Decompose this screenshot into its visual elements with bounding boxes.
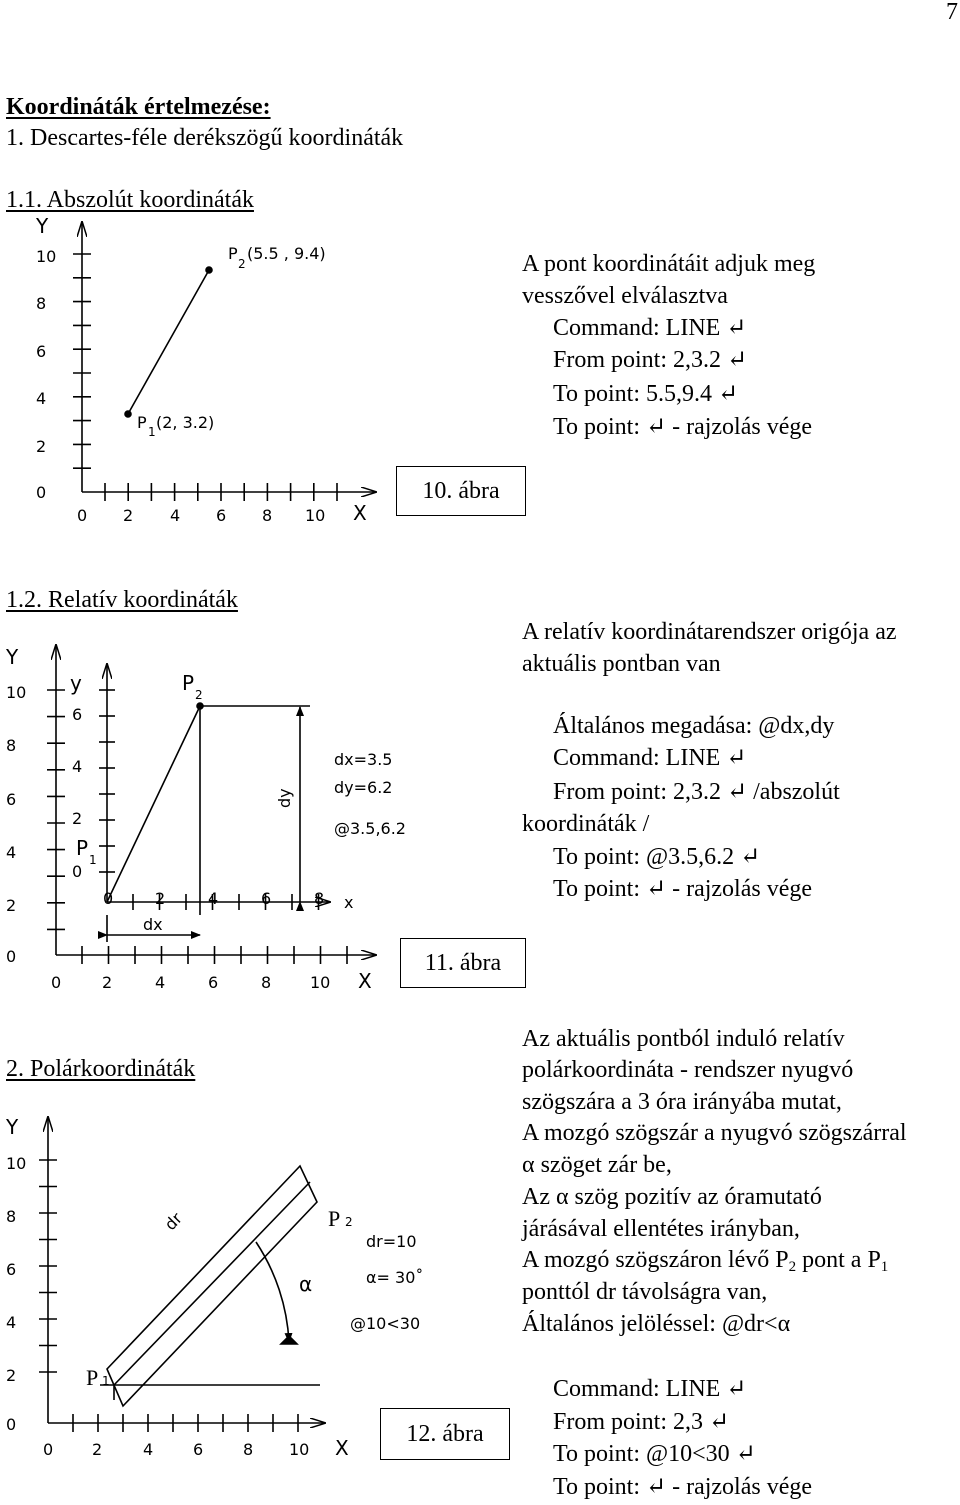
fig11-y-axis-label: y (70, 671, 82, 695)
fig12-text-line: ponttól dr távolságra van, (522, 1279, 768, 1305)
fig12-y-tick: 4 (6, 1313, 17, 1332)
fig10-command-line: From point: 2,3.2 ↵ (553, 347, 748, 373)
fig11-Y-tick: 6 (6, 790, 17, 809)
fig12-angle-arrow-head (281, 1336, 297, 1344)
subsection-1-2-title: 1.2. Relatív koordináták (6, 587, 238, 613)
fig10-y-tick: 8 (36, 294, 47, 313)
fig12-x-tick: 4 (143, 1440, 154, 1459)
fig12-text-line: A mozgó szögszáron lévő $P_2$ pont a $P_1$ (522, 1247, 889, 1275)
fig12-caption: 12. ábra (380, 1408, 510, 1460)
fig12-p2-label: P (328, 1206, 341, 1231)
fig10-y-axis-label: Y (36, 214, 49, 238)
fig12-command-line: To point: ↵ - rajzolás vége (553, 1474, 813, 1500)
fig12-x-tick: 2 (92, 1440, 103, 1459)
fig10-caption: 10. ábra (396, 466, 526, 516)
fig10-y-tick: 2 (36, 437, 47, 456)
fig12-y-tick: 6 (6, 1260, 17, 1279)
fig11-X-tick: 8 (261, 973, 272, 992)
fig10-x-tick: 0 (77, 506, 88, 525)
fig12-text-line: Az aktuális pontból induló relatív (522, 1026, 845, 1052)
fig11-diagram (47, 645, 376, 964)
fig10-command-line: Command: LINE ↵ (553, 315, 747, 341)
subsection-1-1-title: 1.1. Abszolút koordináták (6, 187, 254, 213)
fig11-x-axis-label: x (344, 893, 354, 912)
fig11-ann-at: @3.5,6.2 (334, 819, 406, 838)
fig11-X-tick: 0 (51, 973, 62, 992)
fig12-command-line: To point: @10<30 ↵ (553, 1441, 756, 1467)
fig12-y-tick: 2 (6, 1366, 17, 1385)
fig11-ann-dx: dx=3.5 (334, 750, 393, 769)
fig12-x-tick: 10 (289, 1440, 310, 1459)
fig11-Y-tick: 4 (6, 843, 17, 862)
fig12-x-tick: 8 (243, 1440, 254, 1459)
fig10-y-tick: 4 (36, 389, 47, 408)
fig12-ann-dr: dr=10 (366, 1232, 417, 1251)
fig12-ann-at: @10<30 (350, 1314, 421, 1333)
fig12-angle-arc (256, 1242, 289, 1342)
page-number: 7 (946, 0, 958, 25)
fig10-p2-label: P (228, 244, 238, 263)
fig10-text-line: A pont koordinátáit adjuk meg (522, 251, 816, 277)
fig10-diagram (73, 222, 376, 501)
fig10-x-axis-label: X (353, 501, 367, 525)
fig10-x-tick: 4 (170, 506, 181, 525)
fig10-text-line: vesszővel elválasztva (522, 283, 728, 309)
fig12-text-line: Általános jelöléssel: @dr<α (522, 1311, 791, 1337)
fig12-x-axis-label: X (335, 1436, 349, 1460)
fig12-y-tick: 0 (6, 1415, 17, 1434)
fig11-x-tick: 0 (103, 889, 114, 908)
fig11-line-p1-p2 (107, 706, 200, 902)
fig12-moving-leg (114, 1182, 313, 1385)
fig10-y-tick: 10 (36, 247, 57, 266)
fig11-x-tick: 2 (155, 889, 166, 908)
fig10-p1-coords: (2, 3.2) (156, 413, 215, 432)
fig11-y-tick: 0 (72, 862, 83, 881)
fig11-text-line: A relatív koordinátarendszer origója az (522, 619, 897, 645)
fig11-p2-sub: 2 (195, 688, 203, 702)
fig10-x-tick: 6 (216, 506, 227, 525)
fig11-dx-label: dx (143, 915, 163, 934)
fig10-x-tick: 8 (262, 506, 273, 525)
fig11-text-line: aktuális pontban van (522, 651, 721, 677)
fig12-x-tick: 0 (43, 1440, 54, 1459)
fig11-X-axis-label: X (358, 969, 372, 993)
fig11-y-tick: 2 (72, 809, 83, 828)
fig12-y-tick: 8 (6, 1207, 17, 1226)
main-heading: Koordináták értelmezése: (6, 94, 271, 120)
fig11-x-tick: 4 (208, 889, 219, 908)
fig11-p2-label: P (182, 671, 195, 695)
fig11-command-line: koordináták / (522, 811, 650, 837)
fig11-p1-label: P (76, 836, 89, 860)
fig11-Y-axis-label: Y (6, 645, 19, 669)
fig12-command-line: Command: LINE ↵ (553, 1376, 747, 1402)
fig11-ann-dy: dy=6.2 (334, 778, 393, 797)
fig11-x-tick: 8 (314, 889, 325, 908)
fig10-command-line: To point: 5.5,9.4 ↵ (553, 381, 739, 407)
fig12-text-line: szögszára a 3 óra irányába mutat, (522, 1089, 842, 1115)
fig12-p2-sub: 2 (345, 1215, 353, 1229)
fig11-command-line: Command: LINE ↵ (553, 745, 747, 771)
fig11-Y-tick: 10 (6, 683, 27, 702)
fig12-dr-label: dr (160, 1208, 186, 1234)
fig12-x-tick: 6 (193, 1440, 204, 1459)
fig11-command-line: From point: 2,3.2 ↵ /abszolút (553, 779, 840, 805)
fig12-alpha-label: α (299, 1272, 313, 1296)
fig12-text-line: Az α szög pozitív az óramutató (522, 1184, 822, 1210)
fig10-x-tick: 2 (123, 506, 134, 525)
fig11-X-tick: 4 (155, 973, 166, 992)
fig12-y-axis-label: Y (6, 1115, 19, 1139)
fig10-y-tick: 6 (36, 342, 47, 361)
fig11-caption: 11. ábra (400, 938, 526, 988)
fig11-Y-tick: 0 (6, 947, 17, 966)
fig10-p1-label: P (137, 413, 147, 432)
fig11-command-line: To point: @3.5,6.2 ↵ (553, 844, 761, 870)
fig11-y-tick: 4 (72, 757, 83, 776)
fig11-command-line: To point: ↵ - rajzolás vége (553, 876, 813, 902)
fig12-text-line: A mozgó szögszár a nyugvó szögszárral (522, 1120, 907, 1146)
fig11-point-p2 (197, 703, 203, 709)
fig11-dy-label: dy (275, 788, 294, 808)
section-1-title: 1. Descartes-féle derékszögű koordináták (6, 125, 404, 151)
fig10-p2-coords: (5.5 , 9.4) (247, 244, 326, 263)
fig11-Y-tick: 2 (6, 896, 17, 915)
fig11-x-tick: 6 (261, 889, 272, 908)
fig12-ann-alpha: α= 30˚ (366, 1268, 424, 1287)
fig10-point-p1 (125, 411, 131, 417)
fig12-y-tick: 10 (6, 1154, 27, 1173)
fig10-command-line: To point: ↵ - rajzolás vége (553, 414, 813, 440)
fig10-line-p1-p2 (128, 270, 209, 414)
fig12-dr-rectangle (107, 1166, 317, 1406)
fig11-X-tick: 6 (208, 973, 219, 992)
fig12-text-line: α szöget zár be, (522, 1152, 672, 1178)
fig11-p1-sub: 1 (89, 853, 97, 867)
fig10-y-tick: 0 (36, 483, 47, 502)
fig10-x-tick: 10 (305, 506, 326, 525)
fig12-text-line: polárkoordináta - rendszer nyugvó (522, 1057, 854, 1083)
section-2-title: 2. Polárkoordináták (6, 1056, 196, 1082)
fig12-p1-label: P (86, 1365, 99, 1390)
fig10-point-p2 (206, 267, 212, 273)
fig11-y-tick: 6 (72, 705, 83, 724)
fig11-X-tick: 10 (310, 973, 331, 992)
fig12-text-line: járásával ellentétes irányban, (522, 1216, 800, 1242)
fig11-text-line: Általános megadása: @dx,dy (553, 713, 835, 739)
fig12-diagram (39, 1117, 325, 1432)
fig12-p1-sub: 1 (102, 1374, 110, 1388)
fig11-Y-tick: 8 (6, 736, 17, 755)
fig10-p2-sub: 2 (238, 257, 246, 271)
fig10-p1-sub: 1 (148, 425, 156, 439)
fig11-X-tick: 2 (102, 973, 113, 992)
fig12-command-line: From point: 2,3 ↵ (553, 1409, 730, 1435)
